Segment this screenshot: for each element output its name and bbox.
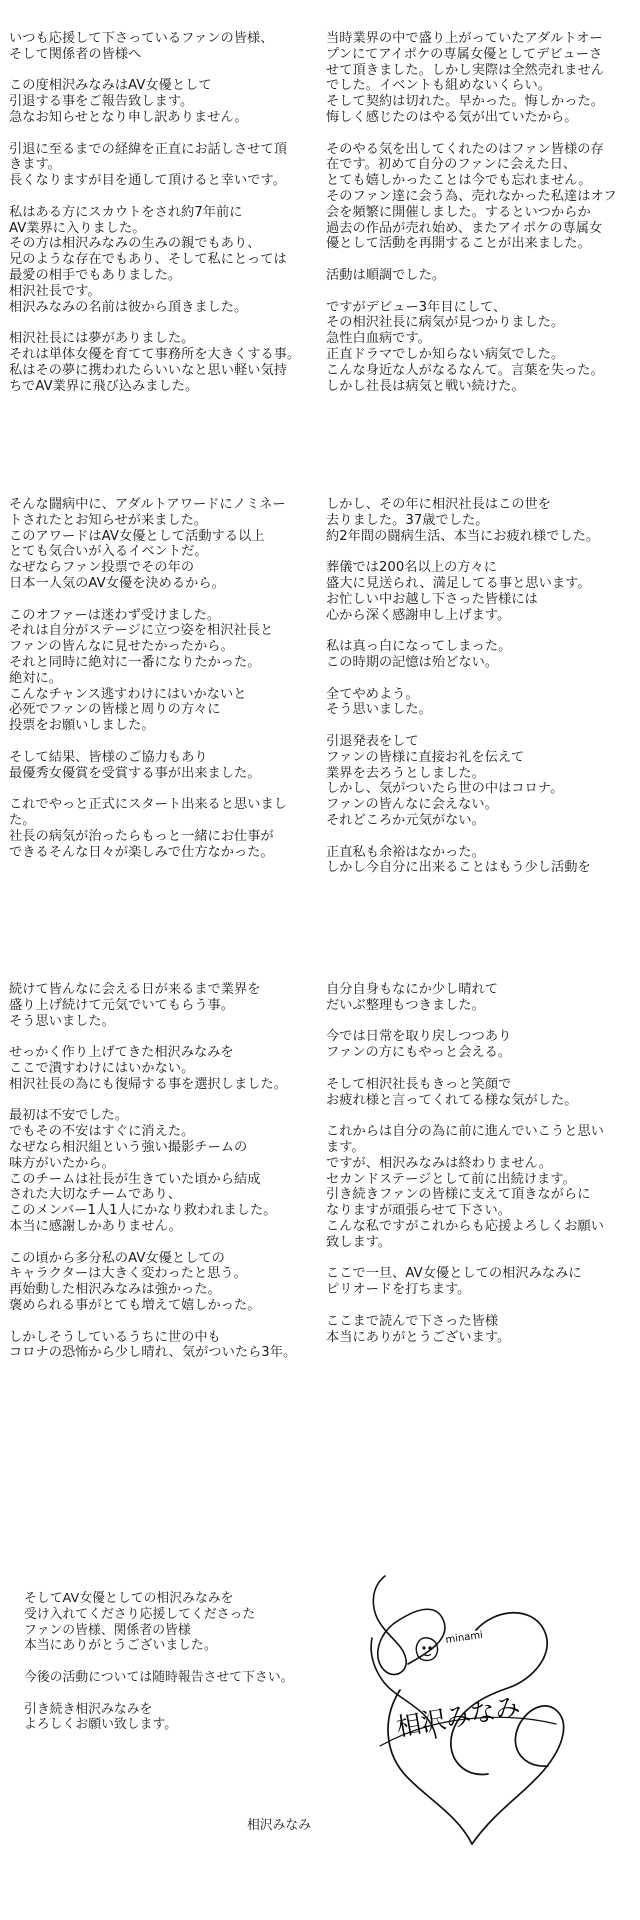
letter-line: 約2年間の闘病生活、本当にお疲れ様でした。 xyxy=(326,528,600,544)
letter-paragraph xyxy=(326,268,633,284)
letter-paragraph xyxy=(326,639,633,671)
letter-line: 日本一人気のAV女優を決めるから。 xyxy=(9,575,225,591)
letter-line: それは自分がステージに立つ姿を相沢社長と xyxy=(9,623,274,639)
letter-line: 急なお知らせとなり申し訳ありません。 xyxy=(9,109,248,125)
letter-line: こんな身近な人がなるなんて。言葉を失った。 xyxy=(326,362,604,378)
letter-line: ピリオードを打ちます。 xyxy=(326,1282,471,1298)
letter-line: しかしそうしているうちに世の中も xyxy=(9,1329,221,1345)
handwritten-signature-small-text: minami xyxy=(444,1629,484,1646)
closing-message xyxy=(24,1591,324,1749)
letter-paragraph xyxy=(326,560,633,623)
letter-line: この頃から多分私のAV女優としての xyxy=(9,1250,225,1266)
letter-line: 相沢社長です。 xyxy=(9,283,101,299)
letter-line: 味方がいたから。 xyxy=(9,1155,115,1171)
letter-paragraph xyxy=(326,1266,633,1298)
letter-line: しかし、気がついたら世の中はコロナ。 xyxy=(326,781,564,797)
letter-line: 兄のような存在でもあり、そして私にとっては xyxy=(9,252,287,268)
letter-line: 過去の作品が売れ始め、またアイポケの専属女 xyxy=(326,220,603,236)
letter-line: 致します。 xyxy=(326,1234,392,1250)
letter-line: 続けて皆んなに会える日が来るまで業界を xyxy=(9,982,261,997)
letter-line: 投票をお願いしました。 xyxy=(9,718,155,734)
letter-paragraph xyxy=(326,845,633,877)
letter-line: 受け入れてくださり応援してくださった xyxy=(24,1606,256,1622)
letter-line: 最愛の相手でもありました。 xyxy=(9,267,182,283)
letter-line: でもその不安はすぐに消えた。 xyxy=(9,1124,195,1140)
letter-line: ファンの方にもやっと会える。 xyxy=(326,1045,512,1061)
letter-line: そのやる気を出してくれたのはファン皆様の存 xyxy=(326,141,604,157)
letter-paragraph xyxy=(24,1702,324,1734)
letter-line: できるそんな日々が楽しみで仕方なかった。 xyxy=(9,844,274,860)
letter-column-right xyxy=(326,982,633,1361)
letter-line: この度相沢みなみはAV女優として xyxy=(9,78,212,94)
letter-line: 引き続きファンの皆様に支えて頂きながらに xyxy=(326,1187,591,1203)
letter-line: こんな私ですがこれからも応援よろしくお願い xyxy=(326,1218,604,1234)
letter-line: そのファン達に会う為、売れなかった私達はオフ xyxy=(326,188,617,204)
letter-line: キャラクターは大きく変わったと思う。 xyxy=(9,1266,247,1282)
letter-line: この時期の記憶は殆どない。 xyxy=(326,654,499,670)
letter-line: トされたとお知らせが来ました。 xyxy=(9,512,208,528)
letter-line: ですがデビュー3年目にして、 xyxy=(326,299,507,315)
letter-line: 盛大に見送られ、満足してる事と思います。 xyxy=(326,575,591,591)
letter-paragraph xyxy=(326,1314,633,1346)
letter-line: 長くなりますが目を通して頂けると幸いです。 xyxy=(9,173,286,189)
letter-line: しかし、その年に相沢社長はこの世を xyxy=(326,497,552,512)
letter-line: 優として活動を再開することが出来ました。 xyxy=(326,236,591,252)
letter-line: 正直ドラマでしか知らない病気でした。 xyxy=(326,346,565,362)
letter-line: 在です。初めて自分のファンに会えた日、 xyxy=(326,157,577,173)
letter-column-left xyxy=(9,497,316,876)
letter-line: コロナの恐怖から少し晴れ、気がついたら3年。 xyxy=(9,1345,297,1361)
letter-paragraph xyxy=(9,1330,316,1362)
letter-line: このオファーは迷わず受けました。 xyxy=(9,607,221,623)
letter-paragraph xyxy=(9,78,316,125)
letter-line: ファンの皆んなに見せたかったから。 xyxy=(9,639,234,655)
letter-line: しかし今自分に出来ることはもう少し活動を xyxy=(326,860,591,876)
letter-line: 私はその夢に携われたらいいなと思い軽い気持 xyxy=(9,362,287,378)
letter-line: なりますが頑張らせて下さい。 xyxy=(326,1203,511,1219)
letter-line: 再始動した相沢みなみは強かった。 xyxy=(9,1282,221,1298)
letter-line: このメンバー1人1人にかなり救われました。 xyxy=(9,1203,277,1219)
letter-line: 本当にありがとうございます。 xyxy=(326,1329,511,1345)
letter-column-right xyxy=(326,31,633,410)
letter-line: そう思いました。 xyxy=(326,702,432,718)
letter-line: 活動は順調でした。 xyxy=(326,267,446,283)
letter-line: これでやっと正式にスタート出来ると思いまし xyxy=(9,797,287,813)
letter-line: ます。 xyxy=(326,1139,365,1155)
letter-line: こんなチャンス逃すわけにはいかないと xyxy=(9,686,247,702)
letter-line: 褒められる事がとても増えて嬉しかった。 xyxy=(9,1297,261,1313)
letter-line: 全てやめよう。 xyxy=(326,686,419,702)
letter-line: ファンの皆んなに会えない。 xyxy=(326,797,498,813)
letter-line: 絶対に。 xyxy=(9,670,62,686)
letter-line: 会を頻繁に開催しました。するといつからか xyxy=(326,204,591,220)
letter-line: ファンの皆様に直接お礼を伝えて xyxy=(326,749,525,765)
letter-line: とても嬉しかったことは今でも忘れません。 xyxy=(326,173,592,189)
letter-line: 今では日常を取り戻しつつあり xyxy=(326,1029,512,1045)
letter-line: 去りました。37歳でした。 xyxy=(326,512,489,528)
letter-line: 引退に至るまでの経緯を正直にお話しさせて頂 xyxy=(9,141,287,157)
letter-line: ここで一旦、AV女優としての相沢みなみに xyxy=(326,1266,582,1282)
letter-paragraph xyxy=(326,1029,633,1061)
letter-paragraph xyxy=(326,734,633,829)
letter-line: そしてAV女優としての相沢みなみを xyxy=(24,1591,234,1606)
letter-line: 当時業界の中で盛り上がっていたアダルトオー xyxy=(326,31,603,46)
letter-line: 私はある方にスカウトをされ約7年前に xyxy=(9,204,243,220)
letter-paragraph xyxy=(9,1251,316,1314)
letter-line: 悔しく感じたのはやる気が出ていたから。 xyxy=(326,109,578,125)
letter-line: 自分自身もなにか少し晴れて xyxy=(326,982,499,997)
letter-line: 葬儀では200名以上の方々に xyxy=(326,560,497,576)
letter-line: 盛り上げ続けて元気でいてもらう事。 xyxy=(9,997,235,1013)
letter-line: お疲れ様と言ってくれてる様な気がした。 xyxy=(326,1092,578,1108)
letter-line: なぜならファン投票でその年の xyxy=(9,560,195,576)
letter-line: ですが、相沢みなみは終わりません。 xyxy=(326,1155,552,1171)
letter-line: 急性白血病です。 xyxy=(326,331,431,347)
letter-line: 最初は不安でした。 xyxy=(9,1108,129,1124)
letter-line: プンにてアイポケの専属女優としてデビューさ xyxy=(326,46,603,62)
letter-paragraph xyxy=(9,497,316,592)
letter-line: その方は相沢みなみの生みの親でもあり、 xyxy=(9,236,261,252)
letter-line: 最優秀女優賞を受賞する事が出来ました。 xyxy=(9,765,261,781)
letter-paragraph xyxy=(326,31,633,126)
handwritten-signature-text: 相沢みなみ xyxy=(394,1691,523,1742)
letter-line: 業界を去ろうとしました。 xyxy=(326,765,485,781)
letter-column-left xyxy=(9,31,316,410)
letter-line: 心から深く感謝申し上げます。 xyxy=(326,607,511,623)
letter-line: ここまで読んで下さった皆様 xyxy=(326,1313,499,1329)
letter-line: た。 xyxy=(9,812,36,828)
letter-line: せて頂きました。しかし実際は全然売れません xyxy=(326,62,604,78)
letter-paragraph xyxy=(326,982,633,1014)
letter-line: なぜなら相沢組という強い撮影チームの xyxy=(9,1139,248,1155)
signature-name: 相沢みなみ xyxy=(247,1818,311,1833)
letter-line: 相沢社長の為にも復帰する事を選択しました。 xyxy=(9,1076,287,1092)
letter-line: とても気合いが入るイベントだ。 xyxy=(9,544,208,560)
letter-line: 必死でファンの皆様と周りの方々に xyxy=(9,702,221,718)
letter-line: そして関係者の皆様へ xyxy=(9,46,142,62)
letter-paragraph xyxy=(9,797,316,860)
letter-paragraph xyxy=(326,687,633,719)
letter-paragraph xyxy=(9,982,316,1029)
letter-line: それどころか元気がない。 xyxy=(326,812,485,828)
letter-paragraph xyxy=(326,1077,633,1109)
letter-line: その相沢社長に病気が見つかりました。 xyxy=(326,315,565,331)
letter-line: それと同時に絶対に一番になりたかった。 xyxy=(9,654,261,670)
letter-line: お忙しい中お越し下さった皆様には xyxy=(326,591,538,607)
letter-line: された大切なチームであり、 xyxy=(9,1187,182,1203)
letter-paragraph xyxy=(326,142,633,253)
letter-line: ファンの皆様、関係者の皆様 xyxy=(24,1622,191,1638)
letter-paragraph xyxy=(9,142,316,189)
letter-line: しかし社長は病気と戦い続けた。 xyxy=(326,378,525,394)
letter-paragraph xyxy=(326,1124,633,1250)
letter-line: 相沢社長には夢がありました。 xyxy=(9,331,195,347)
letter-paragraph xyxy=(9,750,316,782)
letter-line: 引退する事をご報告致します。 xyxy=(9,94,194,110)
letter-line: これからは自分の為に前に進んでいこうと思い xyxy=(326,1124,604,1140)
letter-paragraph xyxy=(24,1670,324,1686)
letter-line: 今後の活動については随時報告させて下さい。 xyxy=(24,1669,294,1685)
letter-line: 正直私も余裕はなかった。 xyxy=(326,844,485,860)
letter-line: 引退発表をして xyxy=(326,733,419,749)
letter-line: このチームは社長が生きていた頃から結成 xyxy=(9,1171,261,1187)
letter-line: 本当に感謝しかありません。 xyxy=(9,1218,182,1234)
letter-line: AV業界に入りました。 xyxy=(9,220,146,236)
letter-line: 引き続き相沢みなみを xyxy=(24,1701,153,1717)
letter-paragraph xyxy=(9,608,316,734)
letter-line: 私は真っ白になってしまった。 xyxy=(326,639,512,655)
letter-paragraph xyxy=(9,31,316,63)
letter-line: このアワードはAV女優として活動する以上 xyxy=(9,528,265,544)
letter-line: 相沢みなみの名前は彼から頂きました。 xyxy=(9,299,248,315)
letter-paragraph xyxy=(326,300,633,395)
handwritten-signature xyxy=(360,1568,580,1858)
letter-paragraph xyxy=(9,1108,316,1234)
letter-line: ちでAV業界に飛び込みました。 xyxy=(9,378,199,394)
letter-line: そして契約は切れた。早かった。悔しかった。 xyxy=(326,94,604,110)
letter-line: きます。 xyxy=(9,157,61,173)
letter-paragraph xyxy=(9,1045,316,1092)
letter-paragraph xyxy=(9,331,316,394)
letter-line: だいぶ整理もつきました。 xyxy=(326,997,485,1013)
letter-line: そう思いました。 xyxy=(9,1013,115,1029)
letter-line: ここで潰すわけにはいかない。 xyxy=(9,1060,195,1076)
letter-line: そんな闘病中に、アダルトアワードにノミネー xyxy=(9,497,286,512)
letter-line: そして結果、皆様のご協力もあり xyxy=(9,749,208,765)
letter-column-right xyxy=(326,497,633,892)
letter-line: でした。イベントも組めないくらい。 xyxy=(326,78,552,94)
letter-line: そして相沢社長もきっと笑顔で xyxy=(326,1076,512,1092)
letter-line: いつも応援して下さっているファンの皆様、 xyxy=(9,31,274,46)
letter-line: それは単体女優を育てて事務所を大きくする事。 xyxy=(9,346,301,362)
letter-paragraph xyxy=(326,497,633,544)
letter-line: よろしくお願い致します。 xyxy=(24,1717,178,1733)
letter-line: せっかく作り上げてきた相沢みなみを xyxy=(9,1045,234,1061)
letter-column-left xyxy=(9,982,316,1377)
letter-line: 本当にありがとうございました。 xyxy=(24,1638,217,1654)
letter-line: セカンドステージとして前に出続けます。 xyxy=(326,1171,576,1187)
letter-line: 社長の病気が治ったらもっと一緒にお仕事が xyxy=(9,828,274,844)
letter-paragraph xyxy=(9,205,316,316)
letter-paragraph xyxy=(24,1591,324,1654)
